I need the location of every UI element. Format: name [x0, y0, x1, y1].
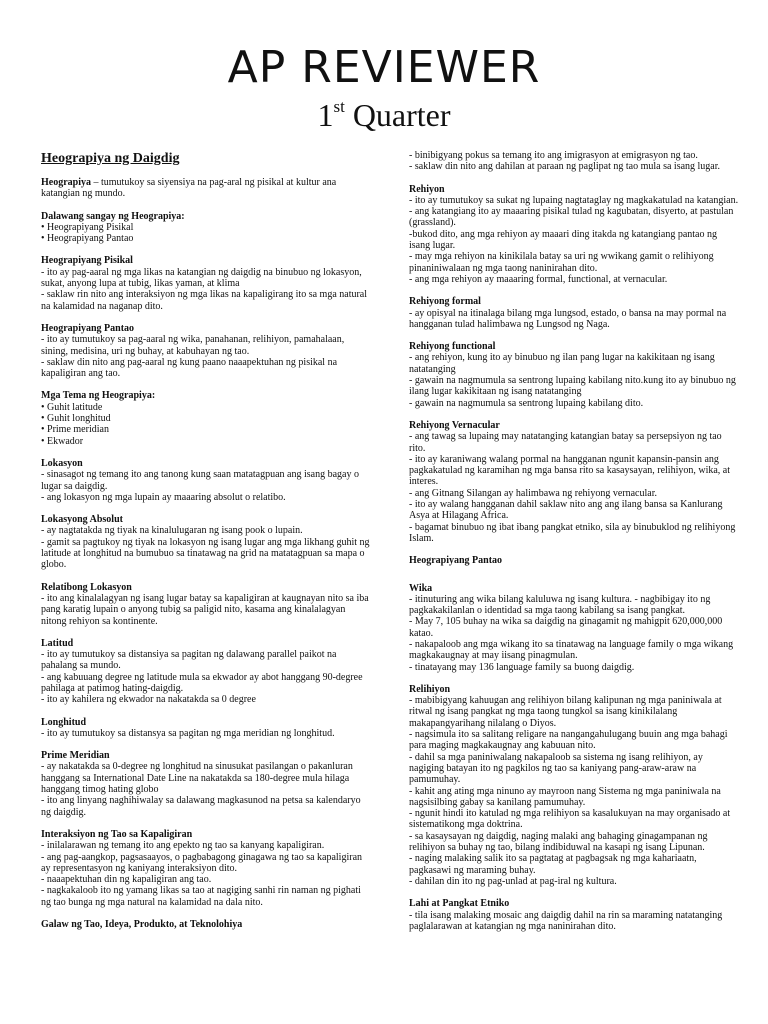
section-title: Mga Tema ng Heograpiya:	[41, 390, 156, 402]
section-title: Rehiyong formal	[409, 296, 481, 308]
body-line: - ito ay pag-aaral ng mga likas na katangian ng daigdig na binubuo ng lokasyon, sukat, anyong lupa at tubig, likas yaman, at klima	[41, 266, 365, 290]
section-title: Heograpiyang Pisikal	[41, 255, 133, 267]
bullet-item: • Heograpiyang Pisikal	[41, 222, 371, 233]
body-line: - ito ay karaniwang walang pormal na hangganan ngunit kapansin-pansin ang pagkakatulad ng karamihan ng mga bansa rito sa kasaysayan, relihiyon, wika, at interes.	[409, 453, 733, 488]
section-title: Interaksiyon ng Tao sa Kapaligiran	[41, 828, 193, 840]
body-line: - saklaw din nito ang dahilan at paraan ng paglipat ng tao mula sa isang lugar.	[409, 161, 721, 173]
section-interaksiyon-ng-tao-sa-kapaligiran	[41, 829, 371, 908]
body-line: - sa kasaysayan ng daigdig, naging malaki ang bahaging ginagampanan ng relihiyon sa buhay ng tao, bilang indibiduwal na kasapi ng isang Lipunan.	[409, 830, 711, 854]
quarter-word: Quarter	[352, 97, 451, 133]
body-line: - ay opisyal na itinalaga bilang mga lungsod, estado, o bansa na may pormal na hangganan tulad halimbawa ng Lungsod ng Naga.	[409, 307, 729, 330]
body-line: - dahil sa mga paniniwalang nakapaloob sa sistema ng isang relihiyon, ay nagiging batayan ito ng pagkilos ng tao sa kaniyang pang-araw-araw na pamumuhay.	[409, 751, 706, 786]
section-title: Longhitud	[41, 716, 87, 728]
left-sections	[41, 211, 371, 931]
section-prime-meridian	[41, 750, 371, 818]
body-line: - ito ay tumutukoy sa distansya sa pagitan ng mga meridian ng longhitud.	[41, 727, 335, 739]
body-line: - may mga rehiyon na kinikilala batay sa uri ng wwikang gamit o relihiyong pinaniniwalaan ng mga taong naninirahan dito.	[409, 251, 717, 274]
body-line: - binibigyang pokus sa temang ito ang imigrasyon at emigrasyon ng tao.	[409, 150, 698, 161]
body-line: - ito ang linyang naghihiwalay sa dalawang magkasunod na petsa sa kalendaryo ng daigdig.	[41, 795, 364, 818]
body-line: - inilalarawan ng temang ito ang epekto ng tao sa kanyang kapaligiran.	[41, 840, 325, 852]
body-line: - mabibigyang kahuugan ang relihiyon bilang kalipunan ng mga paniniwala at ritwal ng isang pangkat ng mga taong tungkol sa isang kinikilalang makapangyarihang nilalang o Diyos.	[409, 695, 725, 729]
bullet-item: • Guhit longhitud	[41, 413, 371, 424]
body-line: - ang lokasyon ng mga lupain ay maaaring absolut o relatibo.	[41, 491, 286, 503]
quarter-suffix: st	[333, 97, 345, 116]
body-line: - ang Gitnang Silangan ay halimbawa ng rehiyong vernacular.	[409, 487, 657, 499]
body-line: - saklaw din nito ang pag-aaral ng kung paano naaapektuhan ng pisikal na kapaligiran ang tao.	[41, 356, 340, 380]
section-title: Relihiyon	[409, 683, 451, 695]
bullet-item: • Heograpiyang Pantao	[41, 233, 371, 244]
body-line: -bukod dito, ang mga rehiyon ay maaari ding itakda ng katangiang pantao ng isang lugar.	[409, 228, 720, 252]
section-title: Heograpiyang Pantao	[41, 322, 135, 334]
section-rehiyon	[409, 184, 739, 286]
section-lahi-at-pangkat-etniko	[409, 898, 739, 932]
section-rehiyong-functional	[409, 341, 739, 409]
section-mga-tema-ng-heograpiya	[41, 390, 371, 446]
section-title: Wika	[409, 582, 433, 594]
section-title: Lokasyon	[41, 457, 83, 469]
intro-text: – tumutukoy sa siyensiya na pag-aral ng pisikal at kultur ana katangian ng mundo.	[41, 177, 337, 200]
body-line: - naging malaking salik ito sa pagtatag at pagbagsak ng mga kahariaatn, pagkasawi ng maraming buhay.	[409, 853, 700, 876]
body-line: - nagkakaloob ito ng yamang likas sa tao at nagiging sanhi rin naman ng pighati ng tao bunga ng mga natural na kalamidad na dala nito.	[41, 885, 364, 908]
section-galaw-ng-tao-ideya-produkto-at-teknolohiya	[41, 919, 371, 930]
body-line: - kahit ang ating mga ninuno ay mayroon nang Sistema ng mga paniniwala na nagsisilbing gabay sa kanilang pamumuhay.	[409, 785, 724, 808]
section-title: Relatibong Lokasyon	[41, 581, 132, 593]
page-subtitle	[0, 96, 768, 134]
section-rehiyong-formal	[409, 296, 739, 330]
body-line: - ang pag-aangkop, pagsasaayos, o pagbabagong ginagawa ng tao sa kapaligiran ay representasyon ng kaniyang interaksiyon dito.	[41, 851, 365, 874]
body-line: - itinuturing ang wika bilang kaluluwa ng isang kultura. - nagbibigay ito ng pagkakakilanlan o identidad sa mga taong kabilang sa isang pangkat.	[409, 593, 713, 617]
body-line: - ang kabuuang degree ng latitude mula sa ekwador ay abot hanggang 90-degree pahilaga at patimog hating-daigdig.	[41, 671, 366, 694]
section-title: Heograpiyang Pantao	[409, 555, 503, 567]
body-line: - ang rehiyon, kung ito ay binubuo ng ilan pang lugar na kakikitaan ng isang natatanging	[409, 352, 718, 375]
bullet-item: • Ekwador	[41, 436, 371, 447]
section-heograpiyang-pantao	[41, 323, 371, 379]
body-line: - gawain na nagmumula sa sentrong lupaing kabilang dito.	[409, 397, 644, 409]
section-lokasyong-absolut	[41, 514, 371, 570]
section-untitled	[409, 150, 739, 173]
body-line: - ngunit hindi ito katulad ng mga relihiyon sa kasalukuyan na may organisado at sistematikong mga doktrina.	[409, 808, 733, 831]
body-line: - ang tawag sa lupaing may natatanging katangian batay sa persepsiyon ng tao rito.	[409, 431, 725, 454]
body-line: - gawain na nagmumula sa sentrong lupaing kabilang nito.kung ito ay binubuo ng ilang lugar kakikitaan ng isang natatanging	[409, 375, 739, 398]
section-title: Prime Meridian	[41, 750, 110, 762]
section-title: Lokasyong Absolut	[41, 514, 123, 526]
body-line: - May 7, 105 buhay na wika sa daigdig na ginagamit ng mahigpit 620,000,000 katao.	[409, 616, 725, 639]
section-wika	[409, 583, 739, 673]
section-relatibong-lokasyon	[41, 582, 371, 627]
section-longhitud	[41, 717, 371, 740]
right-column	[409, 150, 739, 943]
page-title: AP REVIEWER	[227, 42, 541, 93]
body-line: - nagsimula ito sa salitang religare na nangangahulugang buuin ang mga bahagi para maging magkakaugnay ang kabuuan nito.	[409, 729, 731, 752]
body-line: - bagamat binubuo ng ibat ibang pangkat etniko, sila ay binubuklod ng relihiyong Islam.	[409, 521, 738, 544]
body-line: - ay nagtatakda ng tiyak na kinalulugaran ng isang pook o lupain.	[41, 525, 303, 537]
body-line: - dahilan din ito ng pag-unlad at pag-iral ng kultura.	[409, 875, 617, 887]
section-heograpiyang-pisikal	[41, 255, 371, 311]
section-latitud	[41, 638, 371, 706]
body-line: - saklaw rin nito ang interaksiyon ng mga likas na kapaligirang ito sa mga natural na kalamidad na naganap dito.	[41, 289, 370, 312]
intro-term: Heograpiya	[41, 177, 91, 188]
section-title: Rehiyong Vernacular	[409, 419, 500, 431]
section-title: Galaw ng Tao, Ideya, Produkto, at Teknolohiya	[41, 919, 243, 931]
body-line: - naaapektuhan din ng kapaligiran ang tao.	[41, 874, 212, 886]
body-line: - ito ay kahilera ng ekwador na nakatakda sa 0 degree	[41, 694, 256, 706]
body-line: - ang mga rehiyon ay maaaring formal, functional, at vernacular.	[409, 273, 668, 285]
section-lokasyon	[41, 458, 371, 503]
body-line: - gamit sa pagtukoy ng tiyak na lokasyon ng isang lugar ang mga likhang guhit ng latitude at longhitud na bumubuo sa tinatawag na grid na matatagpuan sa mapa o globo.	[41, 536, 373, 571]
section-title: Lahi at Pangkat Etniko	[409, 898, 510, 910]
body-line: - nakapaloob ang mga wikang ito sa tinatawag na language family o mga wikang magkakaugnay at may iisang pinagmulan.	[409, 638, 736, 662]
body-line: - ito ay walang hangganan dahil saklaw nito ang ang ilang bansa sa Kanlurang Asya at Hilagang Africa.	[409, 499, 725, 522]
section-title: Dalawang sangay ng Heograpiya:	[41, 210, 185, 222]
body-line: - ito ay tumutukoy sa distansiya sa pagitan ng dalawang parallel paikot na pahalang sa mundo.	[41, 649, 339, 672]
body-line: - ang katangiang ito ay maaaring pisikal tulad ng kagubatan, disyerto, at pastulan (grassland).	[409, 206, 736, 229]
section-heading-heograpiya: Heograpiya ng Daigdig	[41, 151, 180, 166]
body-line: - ito ay tumutukoy sa pag-aaral ng wika, panahanan, relihiyon, pamahalaan, sining, medisina, uri ng buhay, at kabuhayan ng tao.	[41, 334, 347, 357]
body-line: - sinasagot ng temang ito ang tanong kung saan matatagpuan ang isang bagay o lugar sa daigdig.	[41, 469, 362, 492]
body-line: - ito ay tumutukoy sa sukat ng lupaing nagtataglay ng magkakatulad na katangian.	[409, 194, 739, 206]
section-relihiyon	[409, 684, 739, 887]
quarter-number: 1	[317, 97, 334, 133]
body-line: - tinatayang may 136 language family sa buong daigdig.	[409, 661, 635, 673]
body-line: - ay nakatakda sa 0-degree ng longhitud na sinusukat pasilangan o pakanluran hanggang sa International Date Line na nakatakda sa 180-degree mula hilaga hanggang timog hating globo	[41, 761, 356, 796]
body-line: - ito ang kinalalagyan ng isang lugar batay sa kapaligiran at kaugnayan nito sa iba pang karatig lupain o anyong tubig sa paligid nito, kasama ang kinalalagyan nitong rehiyon sa kontinente.	[41, 592, 372, 627]
right-sections	[409, 150, 739, 932]
left-column	[41, 151, 371, 941]
section-rehiyong-vernacular	[409, 420, 739, 544]
bullet-item: • Prime meridian	[41, 424, 371, 435]
section-dalawang-sangay-ng-heograpiya	[41, 211, 371, 245]
section-title: Latitud	[41, 637, 74, 649]
bullet-item: • Guhit latitude	[41, 402, 371, 413]
body-line: - tila isang malaking mosaic ang daigdig dahil na rin sa maraming natatanging paglalarawan at katangian ng mga naninirahan dito.	[409, 909, 725, 932]
intro-definition	[41, 177, 371, 200]
section-title: Rehiyon	[409, 183, 445, 195]
section-title: Rehiyong functional	[409, 341, 496, 353]
section-heograpiyang-pantao	[409, 555, 739, 566]
